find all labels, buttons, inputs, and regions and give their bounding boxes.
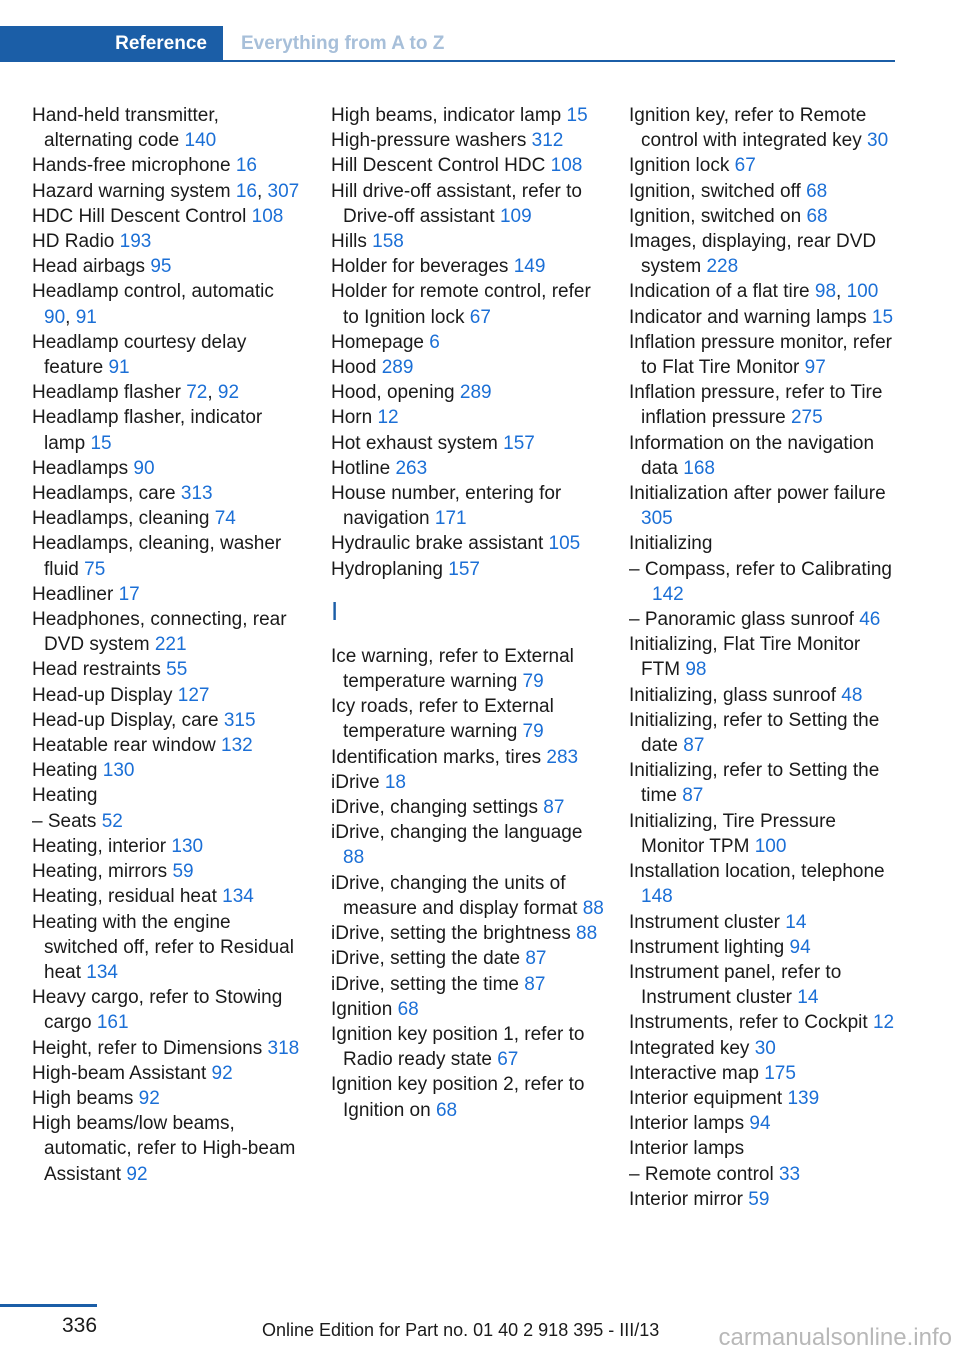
page-reference-link[interactable]: 108 [550, 155, 583, 177]
page-reference-link[interactable]: 140 [184, 130, 217, 152]
entry-term: High beams [32, 1087, 134, 1109]
index-entry [32, 733, 302, 758]
page-reference-link[interactable]: 55 [166, 659, 188, 681]
page-reference-link[interactable]: 46 [859, 609, 881, 631]
entry-term: Heating, mirrors [32, 861, 168, 883]
index-entry [629, 103, 904, 153]
page-reference-link[interactable]: 59 [172, 861, 194, 883]
page-reference-link[interactable]: 48 [841, 684, 863, 706]
page-reference-link[interactable]: 130 [171, 835, 204, 857]
index-entry [331, 820, 606, 870]
page-reference-link[interactable]: 221 [154, 634, 187, 656]
page-reference-link[interactable]: 148 [641, 886, 673, 908]
entry-term: Instrument cluster [629, 911, 780, 933]
entry-term: Integrated key [629, 1037, 750, 1059]
entry-term: Headliner [32, 583, 114, 605]
page-reference-link[interactable]: 100 [754, 835, 787, 857]
index-entry [629, 809, 904, 859]
page-reference-link[interactable]: 90 [133, 457, 155, 479]
entry-term: Information on the navigation data [629, 432, 875, 479]
page-reference-link[interactable]: 161 [96, 1012, 129, 1034]
index-entry [32, 683, 302, 708]
page-reference-link[interactable]: 130 [102, 760, 135, 782]
page-reference-link[interactable]: 228 [706, 256, 739, 278]
entry-term: Headlamp flasher [32, 382, 181, 404]
entry-term: Horn [331, 407, 373, 429]
entry-term: Initializing, refer to Setting the time [629, 760, 880, 807]
entry-term: Interior lamps [629, 1113, 745, 1135]
entry-term: Initializing, Flat Tire Monitor FTM [629, 634, 861, 681]
page-reference-link[interactable]: 68 [397, 998, 419, 1020]
entry-term: Headlamps, care [32, 483, 176, 505]
page-reference-link[interactable]: 67 [497, 1049, 519, 1071]
index-entry [629, 632, 904, 682]
page-reference-link[interactable]: 142 [652, 583, 684, 605]
index-entry [331, 644, 606, 694]
entry-term: Ignition key, refer to Remote control with integrated key [629, 105, 867, 152]
index-entry [629, 1010, 904, 1035]
index-entry [32, 783, 302, 808]
index-entry: Hazard warning system 16, 307 [32, 180, 300, 202]
entry-term: iDrive, setting the date [331, 948, 521, 970]
entry-term: Head-up Display [32, 684, 173, 706]
index-entry [629, 1036, 904, 1061]
index-entry [331, 694, 606, 744]
page-reference-link[interactable]: 17 [118, 583, 140, 605]
index-entry [629, 531, 904, 556]
entry-term: Hand-held transmitter, alternating code [32, 105, 219, 152]
index-entry [32, 607, 302, 657]
index-entry [32, 204, 302, 229]
page-reference-link[interactable]: 263 [395, 457, 428, 479]
page-reference-link[interactable]: 15 [566, 105, 588, 126]
page-reference-link[interactable]: 59 [748, 1188, 770, 1210]
entry-term: Headlamp control, automatic [32, 281, 274, 303]
index-subentry [629, 1162, 904, 1187]
page-reference-link[interactable]: 109 [499, 205, 532, 227]
index-column-3 [629, 103, 904, 1212]
entry-term: House number, entering for navigation [331, 483, 562, 530]
index-entry [32, 405, 302, 455]
entry-term: Headlamp courtesy delay feature [32, 331, 247, 379]
page-reference-link[interactable]: 92 [211, 1062, 233, 1084]
page-reference-link[interactable]: 132 [221, 735, 253, 757]
entry-term: Headphones, connecting, rear DVD system [32, 609, 287, 656]
index-entry [32, 582, 302, 607]
index-entry [331, 330, 606, 355]
page-reference-link[interactable]: 98 [814, 281, 837, 303]
page-reference-link[interactable]: 15 [871, 306, 894, 328]
entry-term: Heating, interior [32, 835, 167, 857]
page-reference-link[interactable]: 30 [754, 1037, 776, 1059]
page-reference-link[interactable]: 87 [524, 973, 546, 995]
entry-term: iDrive [331, 771, 380, 793]
page-reference-link[interactable]: 283 [546, 746, 579, 768]
entry-term: Heating with the engine switched off, refer to Residual heat [32, 911, 294, 983]
entry-term: Hot exhaust system [331, 432, 498, 454]
page-footer [0, 1304, 960, 1362]
index-entry [32, 708, 302, 733]
page-reference-link[interactable]: 6 [429, 331, 440, 353]
page-reference-link[interactable]: 72 [186, 382, 208, 404]
page-reference-link[interactable]: 92 [217, 382, 240, 404]
index-entry [32, 657, 302, 682]
entry-term: High-pressure washers [331, 130, 527, 152]
page-reference-link[interactable]: 52 [101, 810, 123, 832]
index-entry [331, 1072, 606, 1122]
page-reference-link[interactable]: 68 [435, 1099, 458, 1121]
entry-term: iDrive, setting the brightness [331, 923, 571, 945]
page-reference-link[interactable]: 134 [222, 886, 254, 908]
entry-term: Indication of a flat tire [629, 281, 810, 303]
index-entry [32, 910, 302, 986]
entry-term: Hydraulic brake assistant [331, 533, 544, 555]
index-entry [629, 859, 904, 909]
entry-term: Ignition key position 2, refer to Ignition on [331, 1074, 585, 1121]
index-entry [331, 557, 606, 582]
entry-term: Head-up Display, care [32, 709, 219, 731]
entry-term: – Panoramic glass sunroof [629, 609, 854, 631]
entry-term: High-beam Assistant [32, 1062, 207, 1084]
index-entry [32, 506, 302, 531]
index-entry [331, 355, 606, 380]
page-reference-link[interactable]: 14 [785, 911, 807, 933]
index-entry [629, 380, 904, 430]
index-entry [331, 380, 606, 405]
index-entry [331, 921, 606, 946]
index-column-1 [32, 103, 302, 1187]
index-entry [331, 481, 606, 531]
entry-term: iDrive, changing the language [331, 822, 583, 844]
page-reference-link[interactable]: 15 [90, 432, 112, 454]
index-entry [331, 128, 606, 153]
page-reference-link[interactable]: 79 [522, 671, 544, 693]
entry-term: Interactive map [629, 1062, 759, 1084]
entry-term: Hotline [331, 457, 391, 479]
entry-term: Heating [32, 760, 98, 782]
page-reference-link[interactable]: 91 [108, 357, 130, 379]
entry-term: Heatable rear window [32, 735, 216, 757]
entry-term: Ignition key position 1, refer to Radio ready state [331, 1023, 585, 1071]
page-reference-link[interactable]: 289 [381, 357, 414, 379]
page-reference-link[interactable]: 87 [682, 785, 704, 807]
page-reference-link[interactable]: 139 [787, 1087, 820, 1109]
index-entry [629, 179, 904, 204]
page-reference-link[interactable]: 94 [789, 936, 811, 958]
index-entry [629, 305, 904, 330]
entry-term: Headlamps, cleaning, washer fluid [32, 533, 282, 580]
index-entry [331, 1022, 606, 1072]
entry-term: Instrument panel, refer to Instrument cluster [629, 961, 842, 1009]
entry-term: Holder for remote control, refer to Ignition lock [331, 281, 591, 328]
index-entry [32, 1086, 302, 1111]
page-reference-link[interactable]: 158 [372, 231, 404, 253]
entry-term: Hood, opening [331, 382, 455, 404]
page-reference-link[interactable]: 90 [44, 306, 66, 328]
index-entry [629, 153, 904, 178]
index-entry [32, 330, 302, 380]
entry-term: Ignition [331, 998, 393, 1020]
index-entry [331, 770, 606, 795]
chapter-title[interactable]: Everything from A to Z [241, 33, 445, 54]
index-entry [331, 103, 606, 128]
index-entry [629, 935, 904, 960]
page-reference-link[interactable]: 98 [685, 659, 707, 681]
page-reference-link[interactable]: 33 [778, 1163, 801, 1185]
index-entry [331, 946, 606, 971]
entry-term: Height, refer to Dimensions [32, 1037, 263, 1059]
index-entry [629, 1136, 904, 1161]
entry-term: Hill Descent Control HDC [331, 155, 546, 177]
index-subentry [32, 809, 302, 834]
entry-term: iDrive, setting the time [331, 973, 519, 995]
page-reference-link[interactable]: 105 [548, 533, 581, 555]
index-entry: Indication of a flat tire 98, 100 [629, 281, 879, 303]
page-reference-link[interactable]: 312 [531, 130, 564, 152]
entry-term: Hood [331, 357, 377, 379]
entry-term: Ice warning, refer to External temperature warning [331, 645, 574, 693]
entry-term: Heavy cargo, refer to Stowing cargo [32, 987, 283, 1034]
page-reference-link[interactable]: 68 [806, 205, 828, 227]
entry-term: iDrive, changing settings [331, 797, 538, 819]
page-reference-link[interactable]: 127 [177, 684, 210, 706]
page-reference-link[interactable]: 79 [522, 721, 544, 743]
index-entry [331, 153, 606, 178]
entry-term: HDC Hill Descent Control [32, 205, 247, 227]
index-entry [32, 884, 302, 909]
entry-term: Hazard warning system [32, 180, 231, 202]
index-entry [331, 745, 606, 770]
watermark: carmanualsonline.info [718, 1324, 952, 1351]
page-reference-link[interactable]: 30 [867, 130, 889, 152]
entry-term: Instrument lighting [629, 936, 785, 958]
entry-term: Homepage [331, 331, 424, 353]
entry-term: Inflation pressure, refer to Tire inflation pressure [629, 382, 883, 429]
entry-term: Ignition, switched on [629, 205, 802, 227]
index-entry [629, 758, 904, 808]
page-reference-link[interactable]: 108 [251, 205, 284, 227]
page-reference-link[interactable]: 75 [84, 558, 106, 580]
index-entry: Headlamp control, automatic 90, 91 [32, 281, 274, 328]
index-entry [331, 531, 606, 556]
entry-term: Headlamp flasher, indicator lamp [32, 407, 263, 454]
index-entry [629, 708, 904, 758]
entry-term: Inflation pressure monitor, refer to Flat Tire Monitor [629, 331, 892, 379]
page-reference-link[interactable]: 88 [343, 847, 365, 869]
index-entry [331, 997, 606, 1022]
page-reference-link[interactable]: 305 [641, 508, 673, 530]
entry-term: Head airbags [32, 256, 146, 278]
footer-rule [0, 1304, 97, 1307]
index-entry [32, 1061, 302, 1086]
entry-term: Ignition lock [629, 155, 730, 177]
page-reference-link[interactable]: 315 [223, 709, 256, 731]
index-entry [331, 179, 606, 229]
page-reference-link[interactable]: 97 [804, 357, 826, 379]
entry-term: – Remote control [629, 1163, 774, 1185]
page-reference-link[interactable]: 313 [180, 483, 213, 505]
page-reference-link[interactable]: 12 [872, 1012, 895, 1034]
entry-term: Interior equipment [629, 1087, 783, 1109]
index-entry [32, 1111, 302, 1187]
index-entry [32, 103, 302, 153]
entry-term: Heating, residual heat [32, 886, 217, 908]
index-column-2 [331, 103, 606, 1123]
index-entry [629, 330, 904, 380]
page-reference-link[interactable]: 87 [543, 797, 565, 819]
entry-term: Initializing, refer to Setting the date [629, 709, 880, 757]
entry-term: High beams/low beams, automatic, refer to High-beam Assistant [32, 1113, 296, 1185]
index-letter-heading: I [331, 595, 339, 626]
index-entry [331, 279, 606, 329]
entry-term: Hands-free microphone [32, 155, 231, 177]
entry-term: Heating [32, 785, 98, 807]
index-entry [32, 985, 302, 1035]
entry-term: Initializing, glass sunroof [629, 684, 836, 706]
page-reference-link[interactable]: 307 [267, 180, 300, 202]
entry-term: HD Radio [32, 231, 115, 253]
entry-term: Instruments, refer to Cockpit [629, 1012, 868, 1034]
index-entry [629, 229, 904, 279]
index-entry [32, 834, 302, 859]
page-reference-link[interactable]: 157 [448, 558, 480, 580]
entry-term: Initializing, Tire Pressure Monitor TPM [629, 810, 836, 857]
page-number: 336 [62, 1314, 98, 1337]
page-reference-link[interactable]: 16 [235, 180, 257, 202]
entry-term: Interior mirror [629, 1188, 744, 1210]
index-entry [629, 1061, 904, 1086]
entry-term: Icy roads, refer to External temperature warning [331, 696, 554, 743]
index-entry [629, 481, 904, 531]
index-subentry [629, 557, 904, 607]
index-entry [32, 859, 302, 884]
page-reference-link[interactable]: 92 [126, 1163, 148, 1185]
entry-term: Headlamps, cleaning [32, 508, 210, 530]
edition-note: Online Edition for Part no. 01 40 2 918 395 - III/13 [262, 1320, 660, 1340]
entry-term: Interior lamps [629, 1138, 745, 1160]
entry-term: Headlamps [32, 457, 129, 479]
index-entry [32, 456, 302, 481]
entry-term: Holder for beverages [331, 256, 509, 278]
page-reference-link[interactable]: 94 [749, 1113, 771, 1135]
entry-term: Hydroplaning [331, 558, 443, 580]
page-reference-link[interactable]: 149 [513, 256, 546, 278]
index-entry [32, 531, 302, 581]
index-entry [629, 910, 904, 935]
section-tab[interactable]: Reference [0, 26, 223, 62]
index-entry [32, 1036, 302, 1061]
header-rule [223, 60, 895, 62]
running-header [0, 26, 895, 62]
page-reference-link[interactable]: 14 [797, 987, 819, 1009]
entry-term: Images, displaying, rear DVD system [629, 231, 877, 278]
page-reference-link[interactable]: 88 [582, 897, 604, 919]
page-reference-link[interactable]: 68 [806, 180, 828, 202]
index-entry [32, 758, 302, 783]
page-reference-link[interactable]: 12 [377, 407, 399, 429]
index-entry [331, 972, 606, 997]
index-entry [629, 204, 904, 229]
index-entry [629, 683, 904, 708]
page-reference-link[interactable]: 175 [764, 1062, 796, 1084]
entry-term: High beams, indicator lamp [331, 105, 562, 126]
entry-term: – Seats [32, 810, 97, 832]
entry-term: Identification marks, tires [331, 746, 542, 768]
page-reference-link[interactable]: 318 [267, 1037, 300, 1059]
page-reference-link[interactable]: 18 [384, 771, 406, 793]
index-entry [629, 431, 904, 481]
entry-term: Installation location, telephone [629, 861, 885, 883]
page-reference-link[interactable]: 91 [75, 306, 97, 328]
page-reference-link[interactable]: 171 [434, 508, 467, 530]
entry-term: Hills [331, 231, 367, 253]
index-entry [629, 1111, 904, 1136]
page-reference-link[interactable]: 16 [235, 155, 257, 177]
entry-term: Ignition, switched off [629, 180, 801, 202]
index-entry [331, 456, 606, 481]
page-reference-link[interactable]: 193 [119, 231, 152, 253]
page-reference-link[interactable]: 168 [683, 457, 715, 479]
entry-term: – Compass, refer to Calibrating [629, 558, 892, 580]
index-entry [331, 405, 606, 430]
index-entry [331, 795, 606, 820]
index-entry [331, 229, 606, 254]
index-entry [32, 229, 302, 254]
page-reference-link[interactable]: 88 [576, 923, 598, 945]
entry-term: Initialization after power failure [629, 483, 886, 505]
page-reference-link[interactable]: 275 [790, 407, 823, 429]
page-reference-link[interactable]: 157 [503, 432, 535, 454]
entry-term: Head restraints [32, 659, 161, 681]
page-reference-link[interactable]: 67 [734, 155, 756, 177]
page-reference-link[interactable]: 134 [86, 961, 118, 983]
index-entry [629, 1187, 904, 1212]
page-reference-link[interactable]: 67 [469, 306, 491, 328]
index-entry [331, 871, 606, 921]
entry-term: Indicator and warning lamps [629, 306, 867, 328]
index-entry [331, 254, 606, 279]
index-entry: Headlamp flasher 72, 92 [32, 382, 240, 404]
page-reference-link[interactable]: 289 [459, 382, 492, 404]
index-entry [32, 153, 302, 178]
index-entry [629, 1086, 904, 1111]
index-subentry [629, 607, 904, 632]
entry-term: iDrive, changing the units of measure and display format [331, 872, 578, 919]
entry-term: Hill drive-off assistant, refer to Drive-off assistant [331, 180, 582, 227]
page-reference-link[interactable]: 74 [214, 508, 236, 530]
index-entry [629, 960, 904, 1010]
index-entry [331, 431, 606, 456]
index-entry [32, 254, 302, 279]
index-entry [32, 481, 302, 506]
page-reference-link[interactable]: 100 [846, 281, 879, 303]
entry-term: Initializing [629, 533, 713, 555]
page-reference-link[interactable]: 92 [138, 1087, 160, 1109]
page-reference-link[interactable]: 87 [525, 948, 547, 970]
page-reference-link[interactable]: 87 [683, 735, 705, 757]
page-reference-link[interactable]: 95 [150, 256, 172, 278]
